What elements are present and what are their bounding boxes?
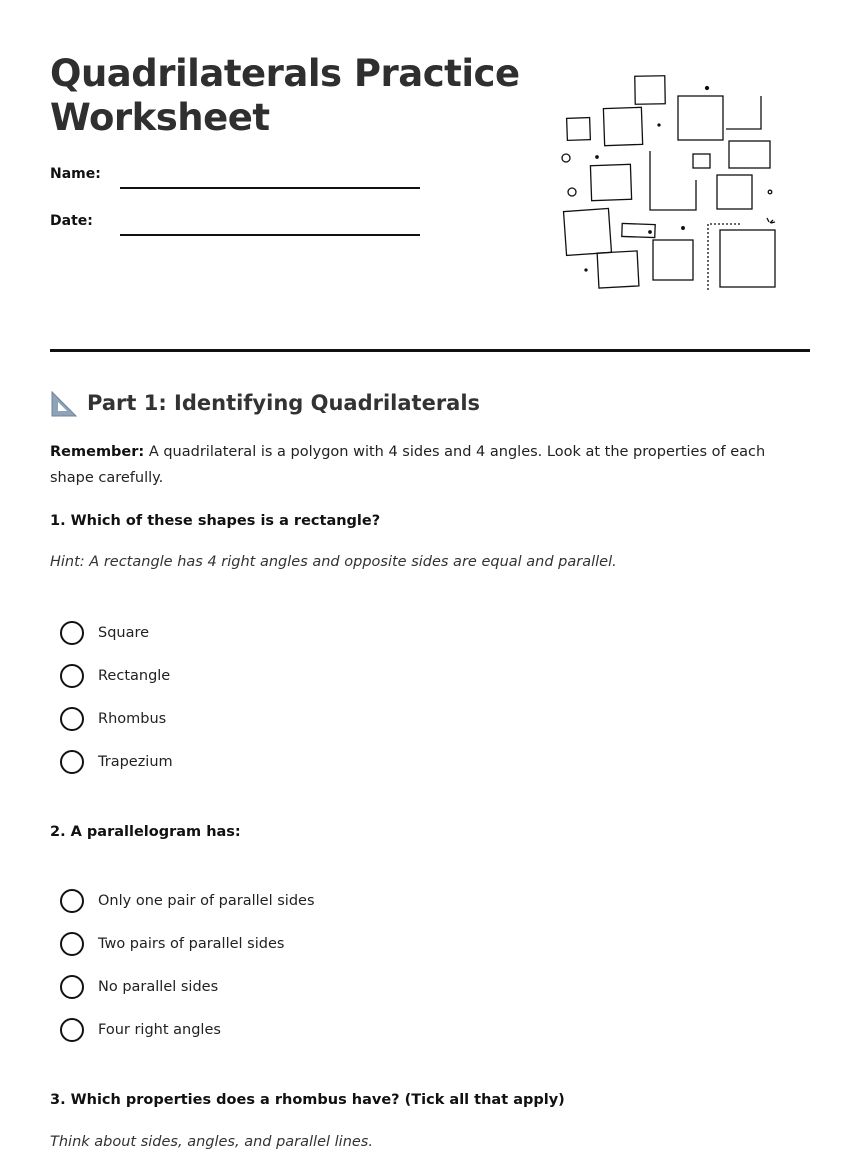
remember-label: Remember: bbox=[50, 444, 145, 460]
name-field[interactable] bbox=[120, 187, 420, 189]
page-title: Quadrilaterals Practice Worksheet bbox=[50, 52, 520, 139]
date-label: Date: bbox=[50, 213, 93, 229]
q2-option-two-pairs[interactable] bbox=[60, 931, 284, 957]
question-1: 1. Which of these shapes is a rectangle? bbox=[50, 513, 381, 529]
option-label: Rectangle bbox=[98, 668, 171, 684]
option-label: No parallel sides bbox=[98, 979, 219, 995]
radio-button[interactable] bbox=[60, 707, 84, 731]
radio-button[interactable] bbox=[60, 621, 84, 645]
radio-button[interactable] bbox=[60, 975, 84, 999]
option-label: Two pairs of parallel sides bbox=[98, 936, 285, 952]
option-label: Rhombus bbox=[98, 711, 167, 727]
q2-option-one-pair[interactable] bbox=[60, 888, 315, 914]
question-2: 2. A parallelogram has: bbox=[50, 824, 241, 840]
question-1-hint: Hint: A rectangle has 4 right angles and opposite sides are equal and parallel. bbox=[50, 554, 617, 570]
option-label: Only one pair of parallel sides bbox=[98, 893, 315, 909]
radio-button[interactable] bbox=[60, 1018, 84, 1042]
section-heading-text: Part 1: Identifying Quadrilaterals bbox=[87, 391, 481, 415]
question-3: 3. Which properties does a rhombus have? (Tick all that apply) bbox=[50, 1092, 565, 1108]
radio-button[interactable] bbox=[60, 664, 84, 688]
section-heading-part1 bbox=[50, 388, 480, 418]
q2-option-no-parallel[interactable] bbox=[60, 974, 218, 1000]
radio-button[interactable] bbox=[60, 750, 84, 774]
name-label: Name: bbox=[50, 166, 101, 182]
remember-text: A quadrilateral is a polygon with 4 sides and 4 angles. Look at the properties of each shape carefully. bbox=[50, 444, 766, 486]
q1-option-trapezium[interactable] bbox=[60, 749, 173, 775]
radio-button[interactable] bbox=[60, 889, 84, 913]
q2-option-right-angles[interactable] bbox=[60, 1017, 221, 1043]
date-field[interactable] bbox=[120, 234, 420, 236]
remember-note bbox=[50, 439, 810, 491]
set-square-icon bbox=[50, 388, 78, 418]
quadrilaterals-doodle-image bbox=[555, 68, 785, 298]
radio-button[interactable] bbox=[60, 932, 84, 956]
option-label: Square bbox=[98, 625, 150, 641]
option-label: Four right angles bbox=[98, 1022, 221, 1038]
q1-option-rectangle[interactable] bbox=[60, 663, 170, 689]
q1-option-square[interactable] bbox=[60, 620, 149, 646]
option-label: Trapezium bbox=[98, 754, 173, 770]
header-divider bbox=[50, 349, 810, 352]
q1-option-rhombus[interactable] bbox=[60, 706, 166, 732]
question-3-hint: Think about sides, angles, and parallel lines. bbox=[50, 1134, 373, 1150]
